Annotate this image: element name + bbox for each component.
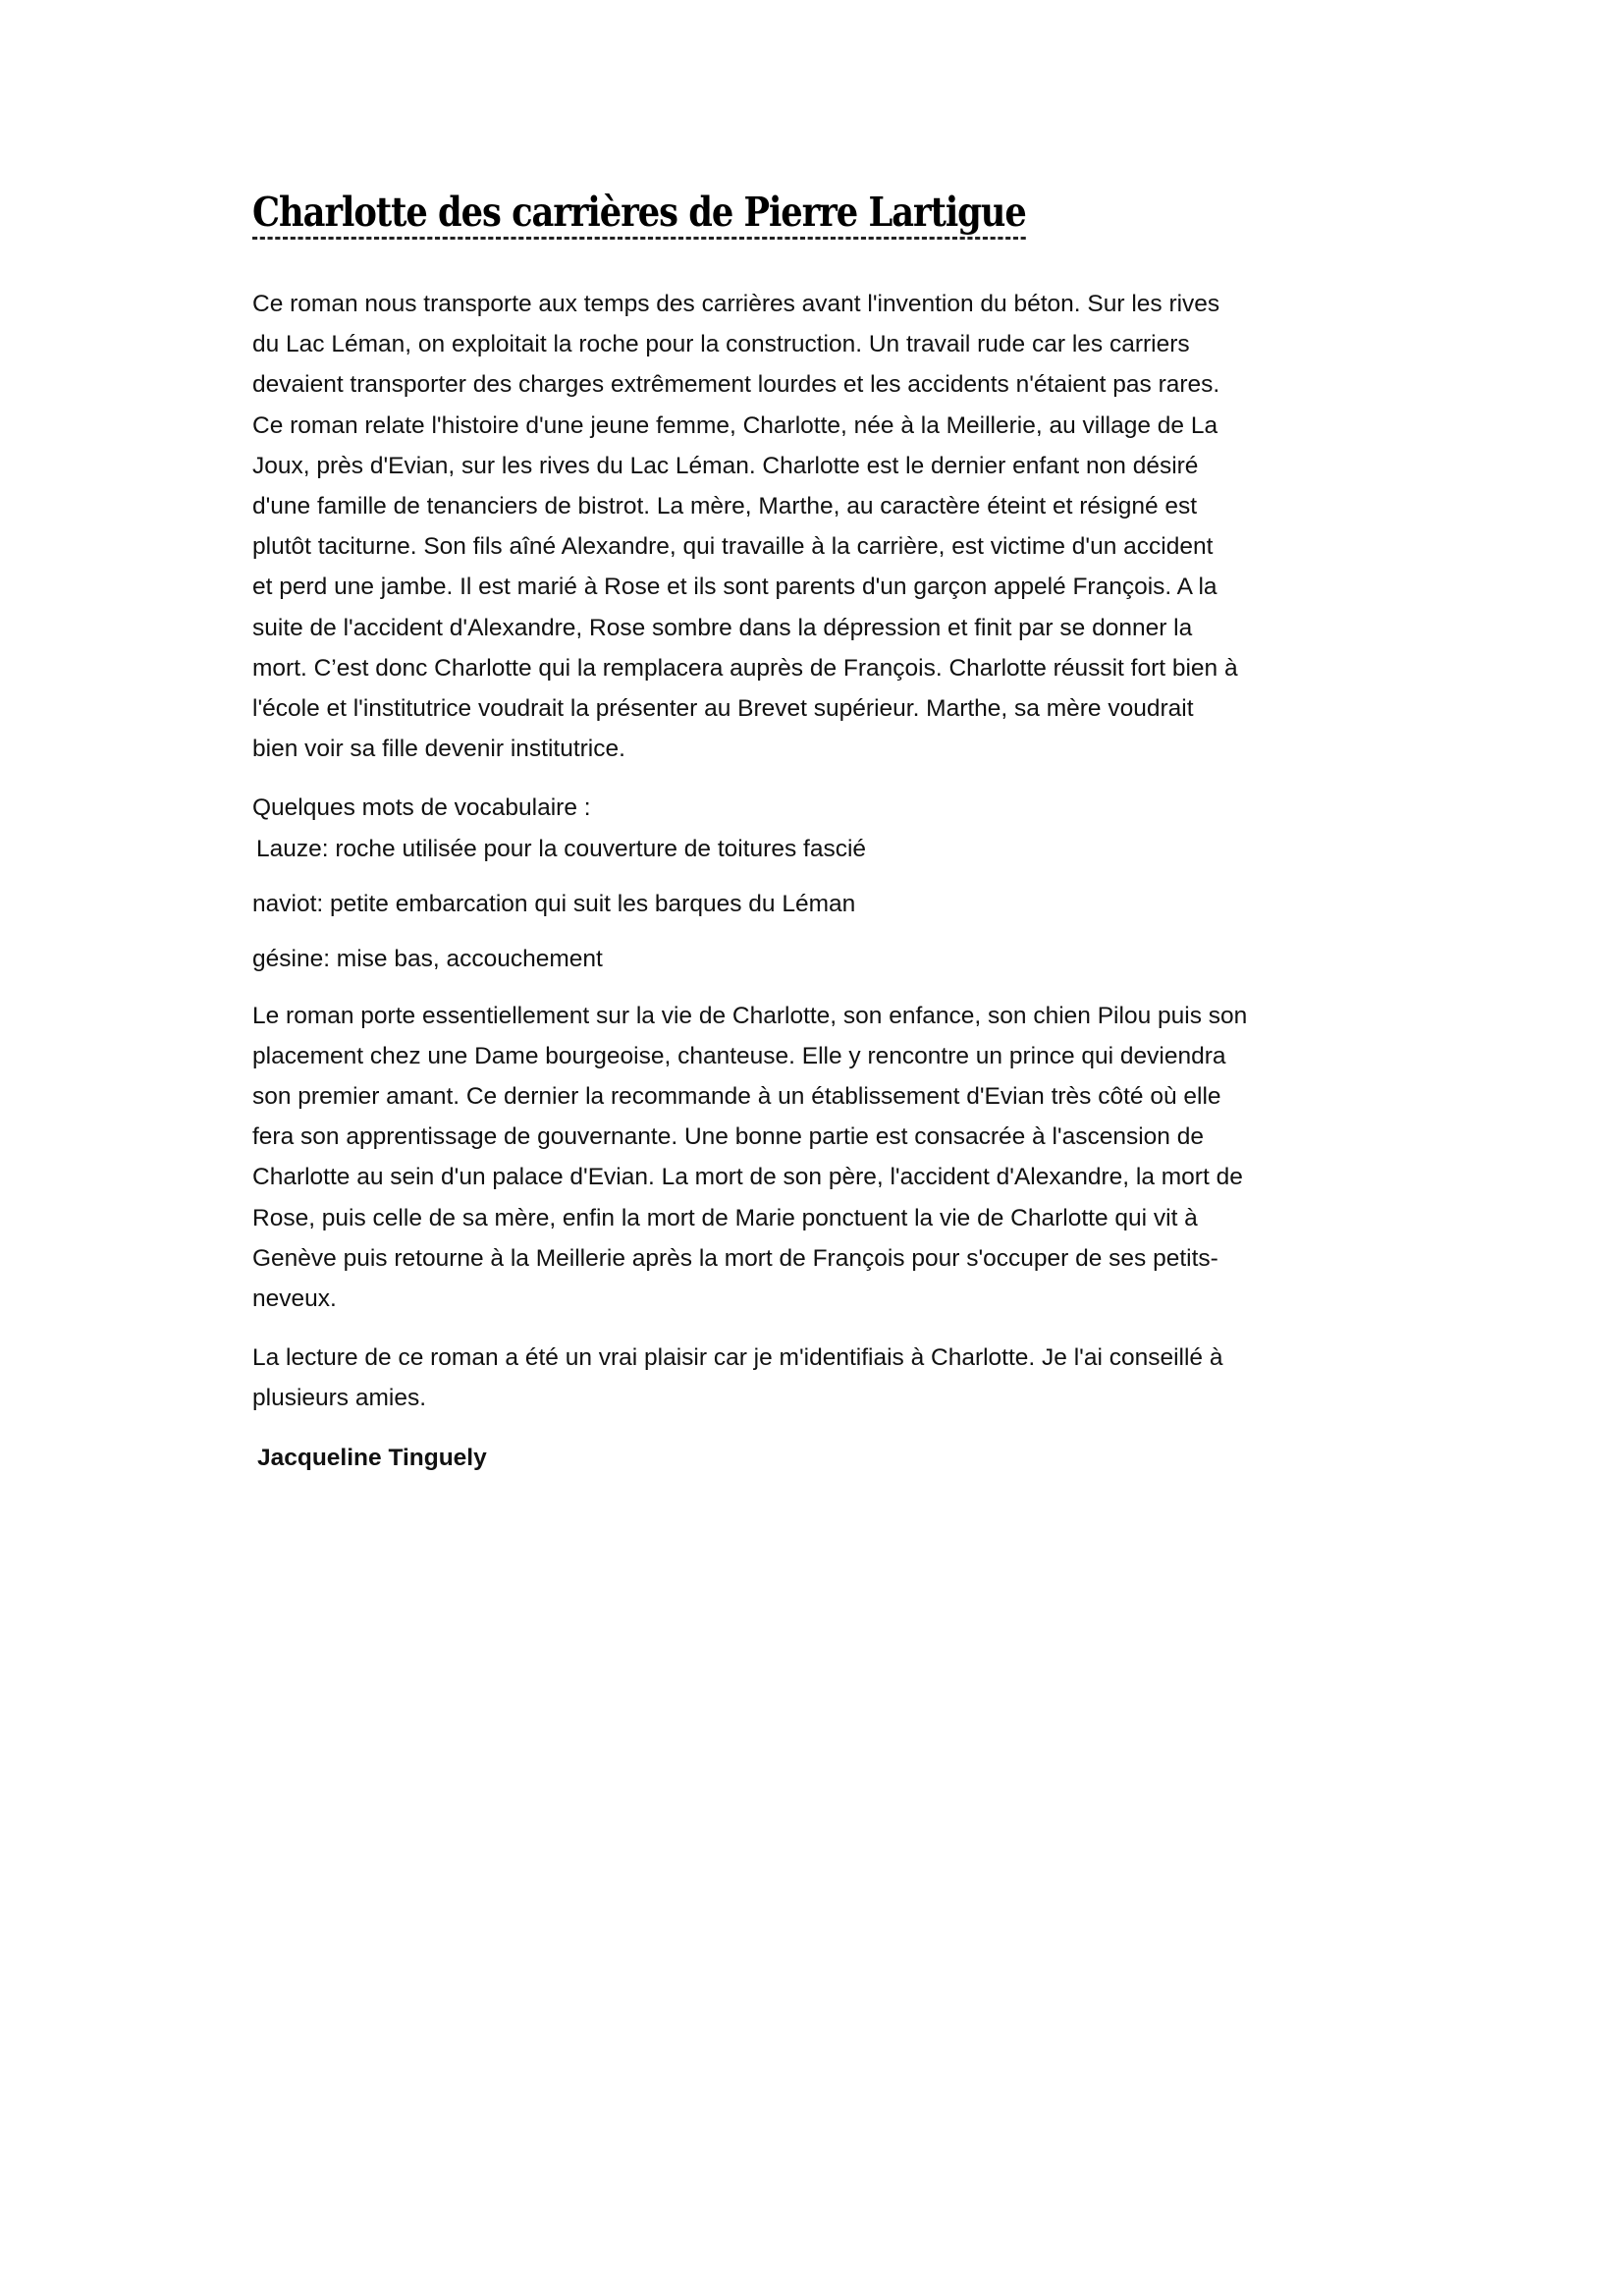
text-line: d'une famille de tenanciers de bistrot. La mère, Marthe, au caractère éteint et résigné est (252, 493, 1198, 520)
text-line: Ce roman nous transporte aux temps des carrières avant l'invention du béton. Sur les rives (252, 291, 1220, 317)
text-line: placement chez une Dame bourgeoise, chanteuse. Elle y rencontre un prince qui deviendra (252, 1042, 1226, 1069)
text-line: et perd une jambe. Il est marié à Rose et ils sont parents d'un garçon appelé François. A la (252, 574, 1217, 601)
document-body (252, 284, 1391, 1478)
text-line: mort. C’est donc Charlotte qui la remplacera auprès de François. Charlotte réussit fort bien à (252, 654, 1238, 682)
document-title: Charlotte des carrières de Pierre Lartigue (252, 192, 1026, 240)
text-line: fera son apprentissage de gouvernante. Une bonne partie est consacrée à l'ascension de (252, 1123, 1204, 1151)
text-line: neveux. (252, 1285, 337, 1313)
text-line: plutôt taciturne. Son fils aîné Alexandre, qui travaille à la carrière, est victime d'un accident (252, 533, 1214, 561)
text-line: Charlotte au sein d'un palace d'Evian. La mort de son père, l'accident d'Alexandre, la mort de (252, 1164, 1243, 1191)
text-line: Ce roman relate l'histoire d'une jeune femme, Charlotte, née à la Meillerie, au village de La (252, 411, 1218, 439)
vocabulary-item-gesine: gésine: mise bas, accouchement (252, 945, 603, 972)
vocabulary-item-naviot: naviot: petite embarcation qui suit les barques du Léman (252, 890, 856, 917)
text-line: plusieurs amies. (252, 1385, 427, 1412)
text-line: devaient transporter des charges extrêmement lourdes et les accidents n'étaient pas rares. (252, 371, 1220, 399)
text-line: Rose, puis celle de sa mère, enfin la mort de Marie ponctuent la vie de Charlotte qui vit à (252, 1204, 1198, 1231)
paragraph-summary (252, 996, 1391, 1320)
document-page (252, 189, 1391, 1478)
text-line: du Lac Léman, on exploitait la roche pour la construction. Un travail rude car les carriers (252, 331, 1190, 358)
author-signature: Jacqueline Tinguely (257, 1444, 487, 1471)
paragraph-introduction (252, 284, 1391, 769)
text-line: Joux, près d'Evian, sur les rives du Lac Léman. Charlotte est le dernier enfant non désiré (252, 452, 1199, 479)
text-line: l'école et l'institutrice voudrait la présenter au Brevet supérieur. Marthe, sa mère voudrait (252, 695, 1194, 723)
vocabulary-item-lauze: Lauze: roche utilisée pour la couverture de toitures fascié (256, 835, 867, 862)
text-line: bien voir sa fille devenir institutrice. (252, 736, 625, 763)
paragraph-conclusion (252, 1338, 1391, 1418)
vocabulary-section (252, 788, 1391, 978)
text-line: Genève puis retourne à la Meillerie après la mort de François pour s'occuper de ses petits- (252, 1244, 1218, 1272)
vocabulary-heading: Quelques mots de vocabulaire : (252, 794, 591, 822)
text-line: Le roman porte essentiellement sur la vie de Charlotte, son enfance, son chien Pilou puis son (252, 1002, 1248, 1029)
text-line: son premier amant. Ce dernier la recommande à un établissement d'Evian très côté où elle (252, 1083, 1221, 1111)
text-line: suite de l'accident d'Alexandre, Rose sombre dans la dépression et finit par se donner la (252, 614, 1193, 641)
text-line: La lecture de ce roman a été un vrai plaisir car je m'identifiais à Charlotte. Je l'ai conseillé à (252, 1344, 1223, 1372)
